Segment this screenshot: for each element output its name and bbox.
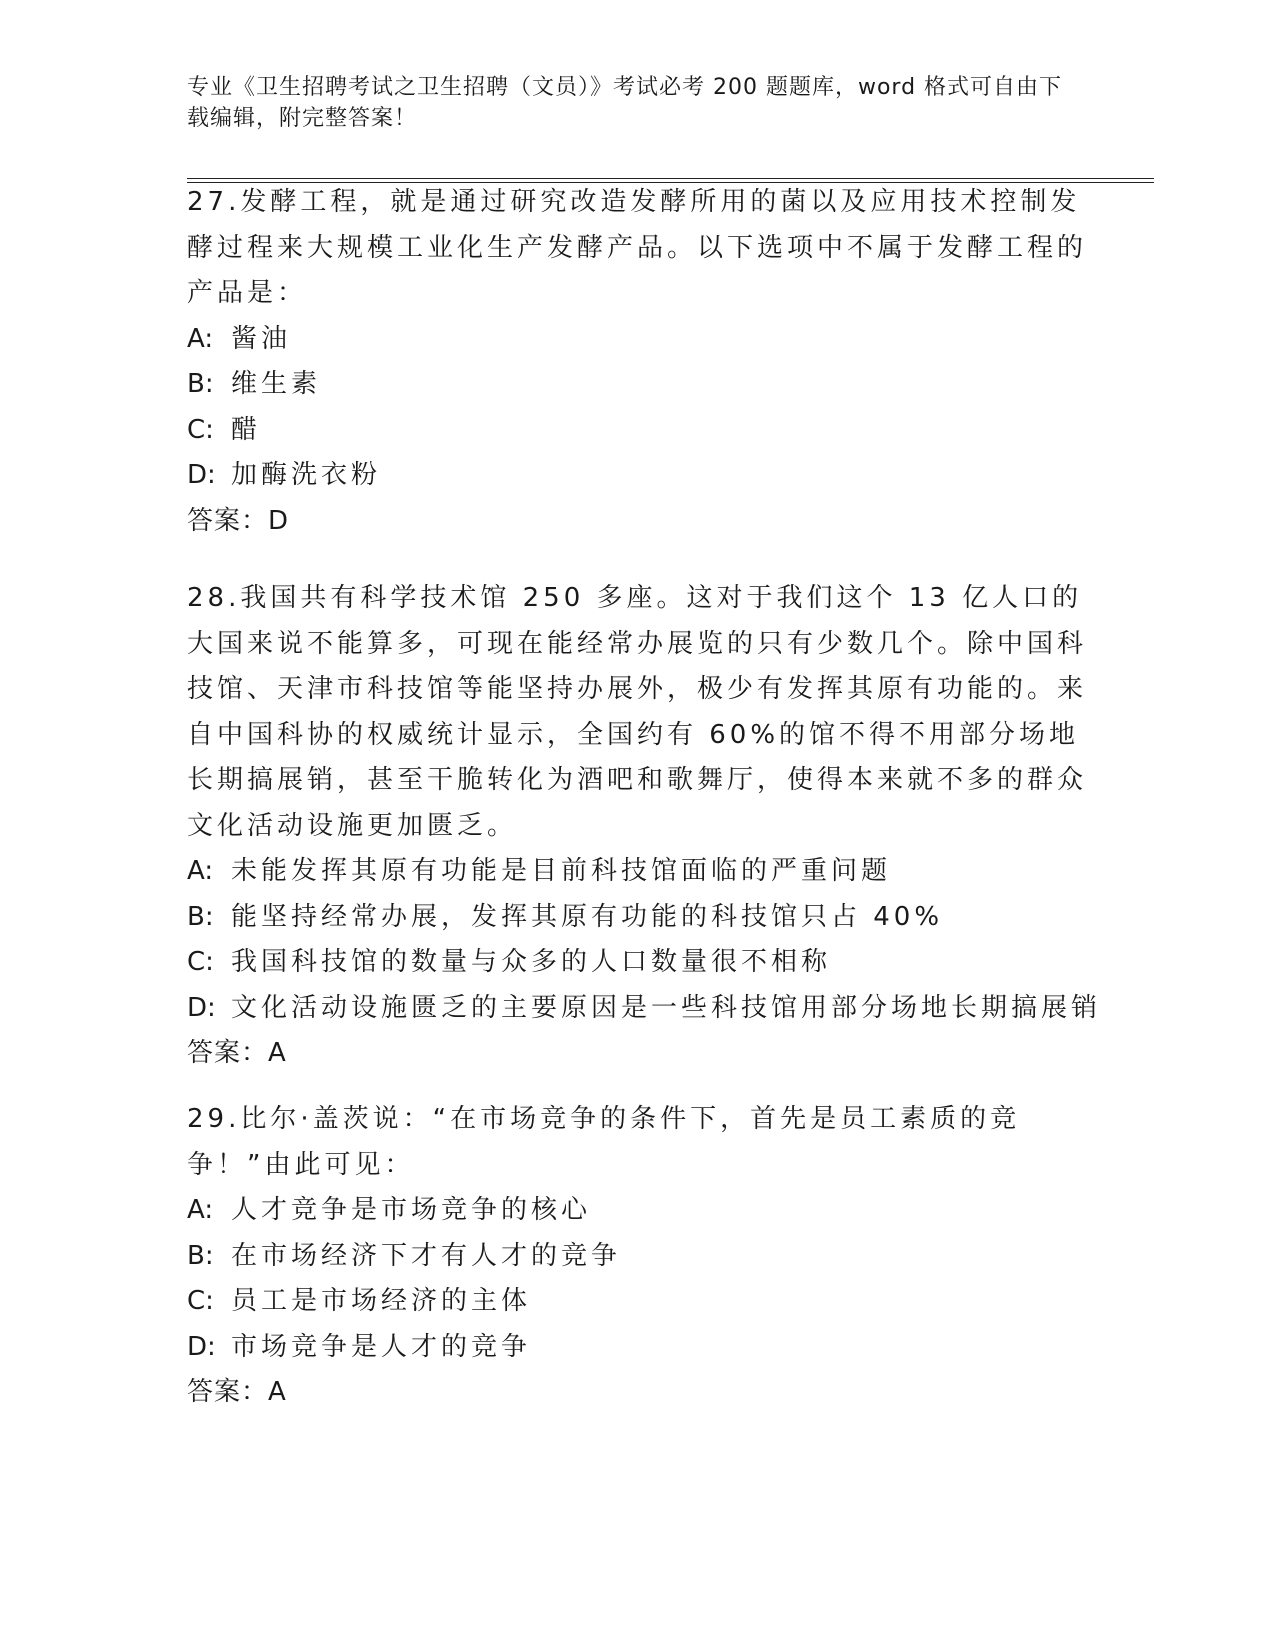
question-28 xyxy=(187,576,1102,1077)
option-text: 文化活动设施匮乏的主要原因是一些科技馆用部分场地长期搞展销 xyxy=(231,992,1102,1023)
question-text: 28.我国共有科学技术馆 250 多座。这对于我们这个 13 亿人口的大国来说不能算多，可现在能经常办展览的只有少数几个。除中国科技馆、天津市科技馆等能坚持办展外，极少有发挥其原有功能的。来自中国科协的权威统计显示，全国约有 60%的馆不得不用部分场地长期搞展销，甚至干脆转化为酒吧和歌舞厅，使得本来就不多的群众文化活动设施更加匮乏。 xyxy=(187,583,1088,841)
option-a xyxy=(187,849,1087,895)
question-text: 29.比尔·盖茨说：“在市场竞争的条件下，首先是员工素质的竞争！”由此可见： xyxy=(187,1104,1021,1180)
question-27 xyxy=(187,180,1087,544)
option-text: 醋 xyxy=(231,414,262,445)
option-text: 酱油 xyxy=(231,323,292,354)
option-letter: B: xyxy=(187,901,214,932)
option-letter: D: xyxy=(187,460,216,490)
document-header: 专业《卫生招聘考试之卫生招聘（文员）》考试必考 200 题题库，word 格式可自由下载编辑，附完整答案！ xyxy=(187,75,1063,131)
answer-line: 答案：D xyxy=(187,505,290,536)
option-d xyxy=(187,453,1087,499)
option-text: 维生素 xyxy=(231,369,322,399)
option-text: 我国科技馆的数量与众多的人口数量很不相称 xyxy=(231,947,832,977)
option-letter: A: xyxy=(187,1195,214,1225)
answer-line: 答案：A xyxy=(187,1038,287,1068)
option-text: 人才竞争是市场竞争的核心 xyxy=(231,1195,592,1225)
answer-line: 答案：A xyxy=(187,1377,287,1407)
option-letter: B: xyxy=(187,369,214,399)
option-d xyxy=(187,1325,1087,1371)
option-text: 未能发挥其原有功能是目前科技馆面临的严重问题 xyxy=(231,856,892,886)
option-letter: D: xyxy=(187,992,216,1023)
option-letter: C: xyxy=(187,1286,214,1316)
option-b xyxy=(187,362,1087,408)
option-letter: A: xyxy=(187,323,214,354)
option-letter: B: xyxy=(187,1240,214,1271)
option-letter: D: xyxy=(187,1331,216,1362)
option-text: 市场竞争是人才的竞争 xyxy=(231,1331,532,1362)
question-text: 27.发酵工程，就是通过研究改造发酵所用的菌以及应用技术控制发酵过程来大规模工业化生产发酵产品。以下选项中不属于发酵工程的产品是： xyxy=(187,187,1088,308)
option-c xyxy=(187,940,1087,986)
option-text: 加酶洗衣粉 xyxy=(231,460,382,490)
option-b xyxy=(187,1234,1087,1280)
option-text: 在市场经济下才有人才的竞争 xyxy=(231,1240,622,1271)
option-a xyxy=(187,1188,1087,1234)
option-b xyxy=(187,895,1087,941)
option-d xyxy=(187,986,1102,1032)
option-text: 能坚持经常办展，发挥其原有功能的科技馆只占 40% xyxy=(231,901,944,932)
question-29 xyxy=(187,1097,1087,1416)
option-letter: C: xyxy=(187,414,214,445)
option-a xyxy=(187,317,1087,363)
option-c xyxy=(187,1279,1087,1325)
option-letter: C: xyxy=(187,947,214,977)
option-c xyxy=(187,408,1087,454)
option-letter: A: xyxy=(187,856,214,886)
option-text: 员工是市场经济的主体 xyxy=(231,1286,532,1316)
